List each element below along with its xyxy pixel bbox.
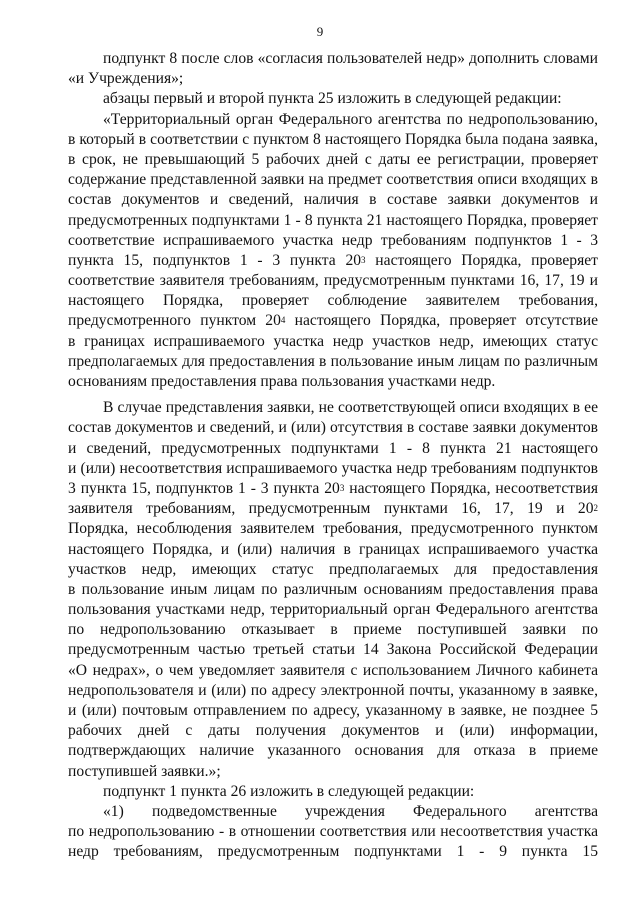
text-line: подпункт 1 пункта 26 изложить в следующей редакции: bbox=[103, 782, 475, 800]
text-line: «и Учреждения»; bbox=[68, 70, 184, 88]
text-line: 3 пункта 15, подпунктов 1 - 3 пункта $20^3$ настоящего Порядка, несоответствия bbox=[68, 479, 598, 497]
text-line: соответствие испрашиваемого участка недр требованиям подпунктов 1 - 3 bbox=[68, 231, 598, 249]
text-line: предполагаемых для предоставления в пользование иным лицам по различным bbox=[68, 352, 598, 370]
text-line: недр требованиям, предусмотренным подпунктами 1 - 9 пункта 15 bbox=[68, 843, 598, 861]
text-line: по недропользованию - в отношении соответствия или несоответствия участка bbox=[68, 823, 598, 841]
text-line: в границах испрашиваемого участка недр участков недр, имеющих статус bbox=[68, 332, 598, 350]
text-line: «1) подведомственные учреждения Федерального агентства bbox=[103, 802, 598, 820]
text-line: подтверждающих наличие указанного основания для отказа в приеме bbox=[68, 742, 598, 760]
text-line: настоящего Порядка, и (или) наличия в границах испрашиваемого участка bbox=[68, 540, 598, 558]
text-line: состав документов и сведений, наличия в составе заявки документов и bbox=[68, 191, 598, 209]
text-line: пункта 15, подпунктов 1 - 3 пункта $20^3$ настоящего Порядка, проверяет bbox=[68, 251, 598, 269]
text-line: Порядка, несоблюдения заявителем требования, предусмотренного пунктом bbox=[68, 520, 598, 538]
text-line: в пользование иным лицам по различным основаниям предоставления права bbox=[68, 580, 598, 598]
text-line: в срок, не превышающий 5 рабочих дней с даты ее регистрации, проверяет bbox=[68, 150, 598, 168]
document-body bbox=[68, 49, 598, 863]
text-line: пользования участками недр, территориальный орган Федерального агентства bbox=[68, 601, 598, 619]
text-line: и (или) несоответствия испрашиваемого участка недр требованиям подпунктов bbox=[68, 459, 598, 477]
text-line: состав документов и сведений, и (или) отсутствия в составе заявки документов bbox=[68, 419, 598, 437]
text-line: участков недр, имеющих статус предполагаемых для предоставления bbox=[68, 560, 598, 578]
text-line: содержание представленной заявки на предмет соответствия описи входящих в bbox=[68, 171, 598, 189]
text-line: предусмотренных подпунктами 1 - 8 пункта 21 настоящего Порядка, проверяет bbox=[68, 211, 598, 229]
text-line: подпункт 8 после слов «согласия пользователей недр» дополнить словами bbox=[103, 50, 598, 67]
text-line: в который в соответствии с пунктом 8 настоящего Порядка была подана заявка, bbox=[68, 130, 598, 148]
text-line: рабочих дней с даты получения документов и (или) информации, bbox=[68, 722, 598, 740]
text-line: настоящего Порядка, проверяет соблюдение заявителем требования, bbox=[68, 292, 598, 310]
text-line: соответствие заявителя требованиям, предусмотренным пунктами 16, 17, 19 и bbox=[68, 272, 598, 290]
text-line: предусмотренным частью третьей статьи 14 Закона Российской Федерации bbox=[68, 641, 598, 659]
text-line: «О недрах», о чем уведомляет заявителя с использованием Личного кабинета bbox=[68, 661, 598, 679]
text-line: предусмотренного пунктом $20^4$ настоящего Порядка, проверяет отсутствие bbox=[68, 312, 598, 330]
text-line: «Территориальный орган Федерального агентства по недропользованию, bbox=[103, 110, 598, 128]
text-line: В случае представления заявки, не соответствующей описи входящих в ее bbox=[103, 399, 598, 417]
text-line: поступившей заявки.»; bbox=[68, 762, 221, 780]
text-line: и сведений, предусмотренных подпунктами 1 - 8 пункта 21 настоящего bbox=[68, 439, 598, 457]
page-number: 9 bbox=[316, 24, 324, 39]
text-line: по недропользованию отказывает в приеме поступившей заявки по bbox=[68, 621, 598, 639]
text-line: абзацы первый и второй пункта 25 изложить в следующей редакции: bbox=[103, 90, 562, 108]
text-line: и (или) почтовым отправлением по адресу, указанному в заявке, не позднее 5 bbox=[68, 702, 598, 719]
text-line: основаниям предоставления права пользования участками недр. bbox=[68, 373, 496, 390]
text-line: недропользователя и (или) по адресу электронной почты, указанному в заявке, bbox=[68, 681, 598, 699]
text-line: заявителя требованиям, предусмотренным пунктами 16, 17, 19 и $20^2$ bbox=[68, 500, 598, 518]
